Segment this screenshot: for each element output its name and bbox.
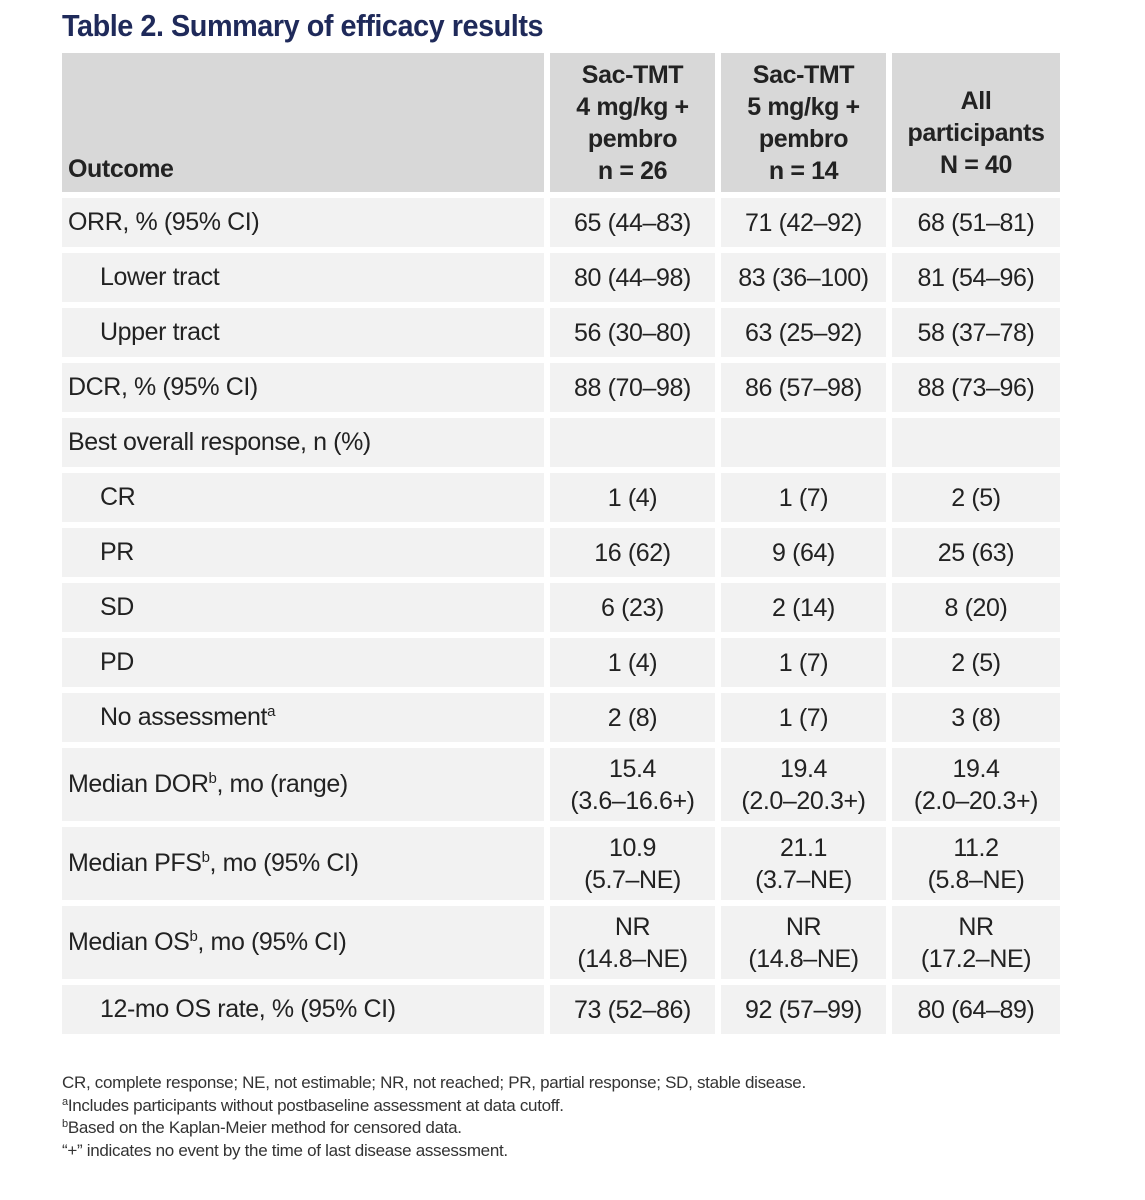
footnote-marker: b	[201, 849, 210, 866]
table-row	[62, 583, 1065, 632]
cell-4mg: 1 (4)	[550, 638, 715, 687]
cell-all: 80 (64–89)	[892, 985, 1060, 1034]
cell-all: NR (17.2–NE)	[892, 906, 1060, 979]
table-row	[62, 748, 1065, 821]
cell-4mg: 15.4 (3.6–16.6+)	[550, 748, 715, 821]
table-row	[62, 906, 1065, 979]
footnote-abbreviations: CR, complete response; NE, not estimable; NR, not reached; PR, partial response; SD, stable disease.	[62, 1073, 806, 1092]
cell-all: 88 (73–96)	[892, 363, 1060, 412]
cell-all: 2 (5)	[892, 638, 1060, 687]
cell-all: 2 (5)	[892, 473, 1060, 522]
row-label: Best overall response, n (%)	[62, 418, 544, 467]
row-label: Lower tract	[62, 253, 544, 302]
table-row	[62, 308, 1065, 357]
cell-4mg: 65 (44–83)	[550, 198, 715, 247]
table-row	[62, 693, 1065, 742]
footnote-marker: b	[62, 1118, 68, 1130]
efficacy-table	[62, 53, 1065, 1040]
cell-4mg: 6 (23)	[550, 583, 715, 632]
cell-4mg: 80 (44–98)	[550, 253, 715, 302]
cell-all: 8 (20)	[892, 583, 1060, 632]
cell-5mg: 9 (64)	[721, 528, 886, 577]
cell-4mg: 10.9 (5.7–NE)	[550, 827, 715, 900]
cell-all: 11.2 (5.8–NE)	[892, 827, 1060, 900]
row-label: PD	[62, 638, 544, 687]
cell-5mg: 86 (57–98)	[721, 363, 886, 412]
cell-all: 3 (8)	[892, 693, 1060, 742]
cell-all: 81 (54–96)	[892, 253, 1060, 302]
cell-all: 19.4 (2.0–20.3+)	[892, 748, 1060, 821]
cell-5mg: 21.1 (3.7–NE)	[721, 827, 886, 900]
cell-4mg: 16 (62)	[550, 528, 715, 577]
row-label: Median OS$^b$, mo (95% CI)	[62, 906, 544, 979]
table-footnotes	[62, 1072, 806, 1162]
table-row	[62, 363, 1065, 412]
table-row	[62, 253, 1065, 302]
row-label: PR	[62, 528, 544, 577]
row-label: DCR, % (95% CI)	[62, 363, 544, 412]
footnote-marker: b	[189, 928, 198, 945]
row-label: CR	[62, 473, 544, 522]
row-label: SD	[62, 583, 544, 632]
cell-5mg: 63 (25–92)	[721, 308, 886, 357]
row-label: Median DOR$^b$, mo (range)	[62, 748, 544, 821]
cell-5mg: 92 (57–99)	[721, 985, 886, 1034]
table-row	[62, 638, 1065, 687]
cell-5mg: 19.4 (2.0–20.3+)	[721, 748, 886, 821]
cell-4mg: 56 (30–80)	[550, 308, 715, 357]
cell-4mg: 73 (52–86)	[550, 985, 715, 1034]
cell-5mg	[721, 418, 886, 467]
header-col-4mg: Sac-TMT 4 mg/kg + pembro n = 26	[550, 53, 715, 192]
footnote-marker: a	[267, 703, 276, 720]
cell-4mg: 2 (8)	[550, 693, 715, 742]
table-header-row	[62, 53, 1065, 192]
row-label: No assessment$^a$	[62, 693, 544, 742]
row-label: 12-mo OS rate, % (95% CI)	[62, 985, 544, 1034]
row-label: ORR, % (95% CI)	[62, 198, 544, 247]
cell-4mg: NR (14.8–NE)	[550, 906, 715, 979]
cell-all: 58 (37–78)	[892, 308, 1060, 357]
footnote-marker: b	[208, 770, 217, 787]
footnote-plus: “+” indicates no event by the time of last disease assessment.	[62, 1140, 508, 1160]
cell-5mg: 1 (7)	[721, 638, 886, 687]
row-label: Upper tract	[62, 308, 544, 357]
cell-5mg: 1 (7)	[721, 693, 886, 742]
cell-4mg: 1 (4)	[550, 473, 715, 522]
table-row	[62, 827, 1065, 900]
row-label: Median PFS$^b$, mo (95% CI)	[62, 827, 544, 900]
table-row	[62, 528, 1065, 577]
cell-5mg: 71 (42–92)	[721, 198, 886, 247]
header-outcome: Outcome	[62, 53, 544, 192]
footnote-a: $^a$Includes participants without postbaseline assessment at data cutoff.	[62, 1095, 564, 1115]
cell-all: 68 (51–81)	[892, 198, 1060, 247]
header-col-5mg: Sac-TMT 5 mg/kg + pembro n = 14	[721, 53, 886, 192]
table-row	[62, 418, 1065, 467]
table-row	[62, 473, 1065, 522]
table-row	[62, 198, 1065, 247]
cell-4mg: 88 (70–98)	[550, 363, 715, 412]
cell-5mg: 2 (14)	[721, 583, 886, 632]
cell-5mg: 83 (36–100)	[721, 253, 886, 302]
table-row	[62, 985, 1065, 1034]
header-col-all: All participants N = 40	[892, 53, 1060, 192]
cell-4mg	[550, 418, 715, 467]
cell-all: 25 (63)	[892, 528, 1060, 577]
cell-5mg: NR (14.8–NE)	[721, 906, 886, 979]
cell-all	[892, 418, 1060, 467]
cell-5mg: 1 (7)	[721, 473, 886, 522]
table-title: Table 2. Summary of efficacy results	[62, 8, 544, 43]
footnote-marker: a	[62, 1095, 68, 1108]
footnote-b: $^b$Based on the Kaplan-Meier method for censored data.	[62, 1118, 462, 1137]
